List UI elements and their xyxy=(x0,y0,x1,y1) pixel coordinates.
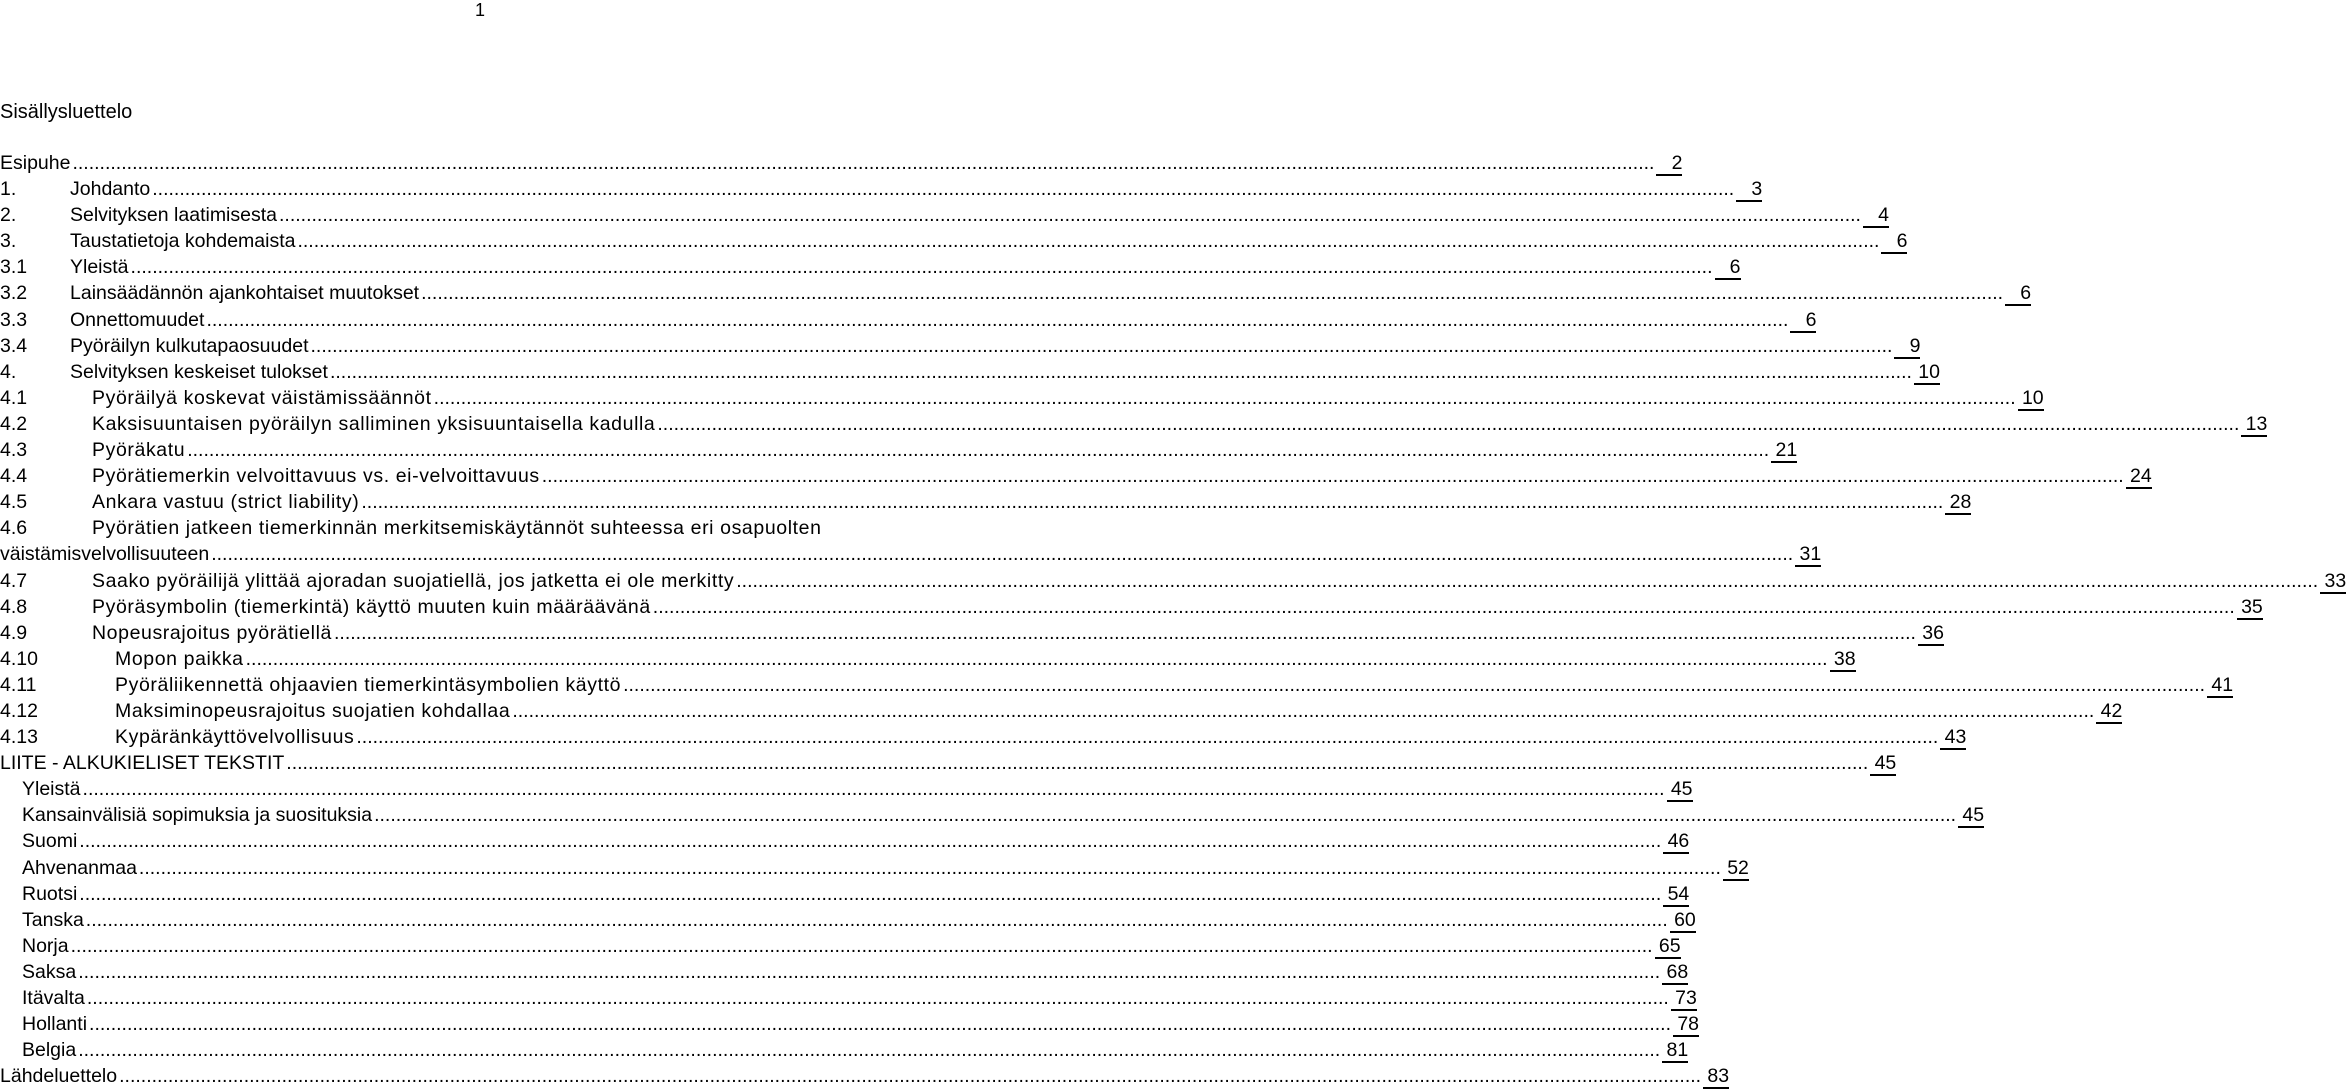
toc-page-number[interactable]: 6 xyxy=(2005,282,2031,306)
toc-entry-number: 4.8 xyxy=(0,595,28,618)
toc-entry-title[interactable]: Taustatietoja kohdemaista xyxy=(70,230,296,253)
toc-entry[interactable] xyxy=(0,385,2044,411)
toc-entry[interactable] xyxy=(0,150,1683,176)
toc-entry-title[interactable]: Selvityksen keskeiset tulokset xyxy=(70,360,328,383)
toc-leader-dots xyxy=(78,1037,1660,1063)
toc-entry[interactable] xyxy=(0,568,2346,594)
toc-leader-dots xyxy=(206,307,1788,333)
toc-entry-number: 3.2 xyxy=(0,282,28,305)
toc-entry-number: 3.3 xyxy=(0,308,28,331)
toc-entry[interactable] xyxy=(0,1063,1730,1089)
toc-leader-dots xyxy=(86,907,1668,933)
toc-page-number[interactable]: 52 xyxy=(1723,857,1749,881)
toc-page-number[interactable]: 78 xyxy=(1673,1013,1699,1037)
toc-entry-title[interactable]: Mopon paikka xyxy=(115,647,244,670)
toc-leader-dots xyxy=(421,280,2003,306)
toc-entry-number: 4.12 xyxy=(0,699,38,722)
toc-entry[interactable] xyxy=(0,437,1798,463)
toc-page-number[interactable]: 46 xyxy=(1663,830,1689,854)
toc-page-number[interactable]: 13 xyxy=(2241,413,2267,437)
toc-leader-dots xyxy=(131,254,1713,280)
toc-page-number[interactable]: 21 xyxy=(1771,439,1797,463)
toc-entry[interactable] xyxy=(0,985,1697,1011)
toc-entry[interactable] xyxy=(0,959,1689,985)
toc-entry-title[interactable]: Saako pyöräilijä ylittää ajoradan suojatiellä, jos jatketta ei ole merkitty xyxy=(92,569,735,592)
toc-entry-number: 2. xyxy=(0,204,17,227)
toc-page-number[interactable]: 60 xyxy=(1670,909,1696,933)
toc-entry[interactable] xyxy=(0,698,2123,724)
toc-leader-dots xyxy=(71,933,1653,959)
toc-entry-title[interactable]: Belgia xyxy=(22,1039,77,1062)
toc-entry-number: 3.1 xyxy=(0,256,28,279)
toc-entry-title[interactable]: Itävalta xyxy=(22,987,85,1009)
toc-entry-number: 3. xyxy=(0,230,17,253)
toc-entry-title[interactable]: Kaksisuuntaisen pyöräilyn salliminen yksisuuntaisella kadulla xyxy=(92,412,656,435)
toc-leader-dots xyxy=(512,698,2094,724)
toc-page-number[interactable]: 45 xyxy=(1958,804,1984,828)
toc-entry-number: 4.3 xyxy=(0,439,28,462)
toc-page-number[interactable]: 42 xyxy=(2096,700,2122,724)
toc-entry-title[interactable]: Nopeusrajoitus pyörätiellä xyxy=(92,621,332,644)
toc-entry[interactable] xyxy=(0,776,1693,802)
toc-page-number[interactable]: 41 xyxy=(2207,674,2233,698)
toc-entry-title[interactable]: Yleistä xyxy=(70,256,129,279)
toc-entry-title[interactable]: Hollanti xyxy=(22,1013,88,1036)
toc-page-number[interactable]: 81 xyxy=(1662,1039,1688,1063)
toc-page-number[interactable]: 54 xyxy=(1663,883,1689,907)
toc-entry-title[interactable]: Pyöräsymbolin (tiemerkintä) käyttö muuten kuin määräävänä xyxy=(92,595,651,618)
toc-leader-dots xyxy=(79,881,1661,907)
toc-leader-dots xyxy=(78,959,1660,985)
toc-title: Sisällysluettelo xyxy=(0,101,133,123)
toc-leader-dots xyxy=(211,541,1793,567)
toc-leader-dots xyxy=(297,228,1879,254)
toc-entry-number: 4.13 xyxy=(0,726,38,749)
toc-entry-title[interactable]: LIITE - ALKUKIELISET TEKSTIT xyxy=(0,752,285,775)
toc-leader-dots xyxy=(330,359,1912,385)
toc-entry-title[interactable]: Onnettomuudet xyxy=(70,308,205,331)
toc-entry-title[interactable]: Esipuhe xyxy=(0,152,71,174)
toc-entry-title[interactable]: Yleistä xyxy=(22,778,81,801)
toc-leader-dots xyxy=(152,176,1734,202)
toc-page-number[interactable]: 43 xyxy=(1940,726,1966,750)
toc-page-number[interactable]: 68 xyxy=(1662,961,1688,985)
toc-leader-dots xyxy=(374,802,1956,828)
toc-leader-dots xyxy=(72,150,1654,176)
toc-entry-title[interactable]: Suomi xyxy=(22,830,78,853)
toc-entry[interactable] xyxy=(0,176,1763,202)
toc-page-number[interactable]: 73 xyxy=(1671,987,1697,1011)
toc-entry-number: 4.2 xyxy=(0,412,28,435)
toc-entry-title[interactable]: Ahvenanmaa xyxy=(22,856,137,879)
toc-leader-dots xyxy=(311,333,1893,359)
toc-leader-dots xyxy=(87,985,1669,1011)
toc-entry[interactable] xyxy=(0,1011,1700,1037)
toc-entry-title[interactable]: Kypäränkäyttövelvollisuus xyxy=(115,726,355,749)
toc-entry-number: 4.11 xyxy=(0,673,37,696)
toc-entry-title[interactable]: Selvityksen laatimisesta xyxy=(70,204,277,227)
toc-entry[interactable] xyxy=(0,933,1681,959)
toc-entry[interactable] xyxy=(0,1037,1689,1063)
toc-leader-dots xyxy=(79,828,1661,854)
toc-entry-title[interactable]: Ankara vastuu (strict liability) xyxy=(92,491,360,514)
toc-page-number[interactable]: 9 xyxy=(1894,335,1920,359)
toc-page-number[interactable]: 24 xyxy=(2126,465,2152,489)
toc-page-number[interactable]: 83 xyxy=(1703,1065,1729,1089)
toc-entry-title[interactable]: Kansainvälisiä sopimuksia ja suosituksia xyxy=(22,804,373,827)
toc-entry-title[interactable]: Pyörätien jatkeen tiemerkinnän merkitsemiskäytännöt suhteessa eri osapuolten xyxy=(92,517,822,540)
toc-entry[interactable] xyxy=(0,411,2268,437)
toc-entry-title[interactable]: Pyöräliikennettä ohjaavien tiemerkintäsymbolien käyttö xyxy=(115,673,622,696)
toc-entry-title[interactable]: Pyöräkatu xyxy=(92,439,186,462)
toc-leader-dots xyxy=(139,855,1721,881)
toc-page-number[interactable]: 65 xyxy=(1655,935,1681,959)
toc-page-number[interactable]: 2 xyxy=(1656,152,1682,176)
toc-page-number[interactable]: 10 xyxy=(2018,387,2044,411)
toc-page-number[interactable]: 31 xyxy=(1795,543,1821,567)
toc-page-number[interactable]: 45 xyxy=(1667,778,1693,802)
toc-entry[interactable] xyxy=(0,333,1921,359)
toc-entry[interactable] xyxy=(0,802,1985,828)
toc-entry-title-cont[interactable]: väistämisvelvollisuuteen xyxy=(0,543,210,566)
toc-entry[interactable] xyxy=(0,855,1749,881)
toc-entry[interactable] xyxy=(0,202,1889,228)
toc-entry[interactable] xyxy=(0,646,1856,672)
toc-entry[interactable] xyxy=(0,359,1940,385)
toc-leader-dots xyxy=(187,437,1769,463)
toc-entry[interactable] xyxy=(0,463,2152,489)
table-of-contents xyxy=(0,150,2346,1089)
toc-leader-dots xyxy=(361,489,1943,515)
toc-entry-number: 4.4 xyxy=(0,465,28,488)
toc-entry[interactable] xyxy=(0,724,1967,750)
toc-entry[interactable] xyxy=(0,881,1690,907)
toc-page-number[interactable]: 36 xyxy=(1918,622,1944,646)
toc-page-number[interactable]: 6 xyxy=(1790,309,1816,333)
toc-entry-title[interactable]: Pyöräilyä koskevat väistämissäännöt xyxy=(92,386,432,409)
toc-entry-number: 4. xyxy=(0,360,17,383)
toc-leader-dots xyxy=(119,1063,1701,1089)
toc-page-number[interactable]: 10 xyxy=(1914,361,1940,385)
toc-page-number[interactable]: 4 xyxy=(1863,204,1889,228)
toc-entry-number: 4.7 xyxy=(0,569,28,592)
toc-entry-number: 4.6 xyxy=(0,517,28,540)
toc-leader-dots xyxy=(434,385,2016,411)
page-number: 1 xyxy=(474,0,485,20)
toc-leader-dots xyxy=(83,776,1665,802)
toc-leader-dots xyxy=(89,1011,1671,1037)
toc-entry-title[interactable]: Ruotsi xyxy=(22,882,78,905)
toc-entry[interactable] xyxy=(0,594,2263,620)
toc-leader-dots xyxy=(542,463,2124,489)
toc-entry-number: 1. xyxy=(0,178,17,201)
toc-page-number[interactable]: 6 xyxy=(1881,230,1907,254)
toc-entry-title[interactable]: Tanska xyxy=(22,908,84,931)
toc-entry-title[interactable]: Saksa xyxy=(22,960,77,983)
toc-entry-title[interactable]: Pyörätiemerkin velvoittavuus vs. ei-velvoittavuus xyxy=(92,465,540,488)
toc-leader-dots xyxy=(623,672,2205,698)
toc-entry[interactable] xyxy=(0,254,1741,280)
toc-page-number[interactable]: 45 xyxy=(1870,752,1896,776)
toc-entry[interactable] xyxy=(0,907,1696,933)
toc-entry[interactable] xyxy=(0,489,1972,515)
toc-page-number[interactable]: 3 xyxy=(1736,178,1762,202)
toc-entry-title[interactable]: Maksiminopeusrajoitus suojatien kohdallaa xyxy=(115,699,511,722)
toc-leader-dots xyxy=(356,724,1938,750)
toc-entry-number: 3.4 xyxy=(0,334,28,357)
toc-leader-dots xyxy=(653,594,2235,620)
toc-entry-title[interactable]: Norja xyxy=(22,934,69,957)
toc-leader-dots xyxy=(334,620,1916,646)
toc-page-number[interactable]: 35 xyxy=(2237,596,2263,620)
toc-entry[interactable] xyxy=(0,307,1817,333)
toc-leader-dots xyxy=(286,750,1868,776)
toc-entry-number: 4.9 xyxy=(0,621,28,644)
toc-page-number[interactable]: 33 xyxy=(2320,570,2346,594)
toc-entry[interactable] xyxy=(0,515,956,541)
toc-page-number[interactable]: 38 xyxy=(1830,648,1856,672)
toc-entry-number: 4.5 xyxy=(0,491,28,514)
toc-page-number[interactable]: 6 xyxy=(1715,256,1741,280)
toc-entry[interactable] xyxy=(0,280,2032,306)
toc-leader-dots xyxy=(279,202,1861,228)
toc-entry[interactable] xyxy=(0,620,1944,646)
toc-entry-title[interactable]: Johdanto xyxy=(70,178,151,201)
toc-page-number[interactable]: 28 xyxy=(1945,491,1971,515)
toc-leader-dots xyxy=(736,568,2318,594)
toc-entry-number: 4.1 xyxy=(0,386,28,409)
toc-entry-continuation[interactable] xyxy=(0,541,1822,567)
toc-entry-number: 4.10 xyxy=(0,647,38,670)
toc-leader-dots xyxy=(246,646,1828,672)
toc-entry-title[interactable]: Pyöräilyn kulkutapaosuudet xyxy=(70,334,309,357)
toc-entry[interactable] xyxy=(0,750,1897,776)
toc-entry[interactable] xyxy=(0,672,2234,698)
toc-entry[interactable] xyxy=(0,828,1690,854)
toc-entry-title[interactable]: Lainsäädännön ajankohtaiset muutokset xyxy=(70,282,420,305)
toc-entry[interactable] xyxy=(0,228,1908,254)
toc-entry-title[interactable]: Lähdeluettelo xyxy=(0,1065,118,1088)
toc-leader-dots xyxy=(657,411,2239,437)
